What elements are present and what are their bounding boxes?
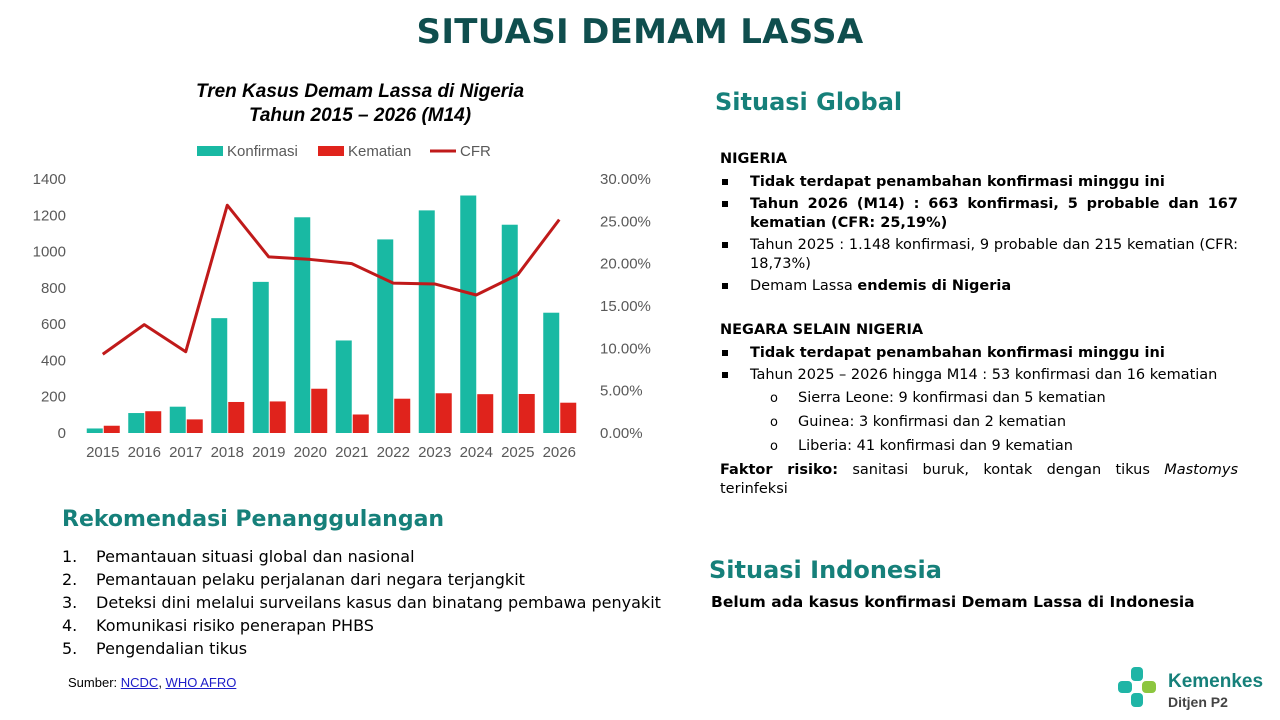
recommendations-heading: Rekomendasi Penanggulangan bbox=[62, 507, 445, 532]
indonesia-heading: Situasi Indonesia bbox=[709, 556, 942, 584]
x-tick-label: 2026 bbox=[542, 444, 576, 461]
x-tick-label: 2021 bbox=[335, 444, 369, 461]
list-item: Tahun 2025 : 1.148 konfirmasi, 9 probable dan 215 kematian (CFR: 18,73%) bbox=[720, 236, 1238, 274]
list-item bbox=[62, 591, 661, 614]
x-tick-label: 2018 bbox=[210, 444, 244, 461]
list-item bbox=[62, 614, 661, 637]
bar-konfirmasi bbox=[377, 239, 393, 433]
bar-kematian bbox=[477, 394, 493, 433]
bar-konfirmasi bbox=[170, 407, 186, 433]
list-item-text: Demam Lassa bbox=[750, 278, 858, 294]
global-heading: Situasi Global bbox=[715, 88, 903, 116]
list-item-number: 5. bbox=[62, 639, 78, 658]
y-left-tick-label: 0 bbox=[57, 425, 66, 442]
who-afro-link[interactable]: WHO AFRO bbox=[165, 675, 237, 690]
y-right-tick-label: 5.00% bbox=[600, 382, 643, 400]
list-item-text: Pengendalian tikus bbox=[96, 639, 248, 658]
bar-kematian bbox=[145, 411, 161, 433]
legend-swatch-konfirmasi bbox=[197, 146, 223, 156]
list-item: Tidak terdapat penambahan konfirmasi minggu ini bbox=[720, 344, 1238, 363]
x-tick-label: 2017 bbox=[169, 444, 203, 461]
list-item: o Sierra Leone: 9 konfirmasi dan 5 kematian bbox=[720, 389, 1238, 408]
indonesia-status: Belum ada kasus konfirmasi Demam Lassa di Indonesia bbox=[711, 593, 1195, 611]
y-right-tick-label: 30.00% bbox=[600, 171, 651, 188]
chart-title-line-1: Tren Kasus Demam Lassa di Nigeria bbox=[195, 81, 525, 102]
list-item-text: Pemantauan pelaku perjalanan dari negara terjangkit bbox=[96, 570, 525, 589]
bar-kematian bbox=[228, 402, 244, 433]
bar-konfirmasi bbox=[294, 217, 310, 433]
y-left-tick-label: 600 bbox=[40, 316, 66, 334]
bar-kematian bbox=[519, 394, 535, 433]
list-item: Tidak terdapat penambahan konfirmasi minggu ini bbox=[720, 173, 1238, 192]
y-right-tick-label: 15.00% bbox=[600, 298, 651, 315]
list-item: Tahun 2025 – 2026 hingga M14 : 53 konfirmasi dan 16 kematian bbox=[720, 366, 1238, 385]
x-tick-label: 2022 bbox=[376, 444, 410, 461]
x-tick-label: 2025 bbox=[501, 444, 535, 461]
country-breakdown-list bbox=[720, 389, 1238, 456]
list-item bbox=[62, 568, 661, 591]
bar-konfirmasi bbox=[128, 413, 144, 433]
list-item-text: Pemantauan situasi global dan nasional bbox=[96, 547, 415, 566]
y-left-tick-label: 1000 bbox=[32, 243, 66, 261]
list-item: o Guinea: 3 konfirmasi dan 2 kematian bbox=[720, 413, 1238, 432]
source-note bbox=[68, 675, 236, 690]
risk-factors-label: Faktor risiko: bbox=[720, 462, 839, 478]
list-item-number: 1. bbox=[62, 547, 78, 566]
bar-konfirmasi bbox=[87, 428, 103, 433]
chart-title bbox=[150, 80, 570, 128]
ncdc-link[interactable]: NCDC bbox=[120, 675, 159, 690]
bar-kematian bbox=[394, 399, 410, 433]
y-left-tick-label: 200 bbox=[40, 388, 66, 406]
x-tick-label: 2015 bbox=[86, 444, 120, 461]
y-left-tick-label: 400 bbox=[40, 352, 66, 370]
kemenkes-logo-icon bbox=[1116, 665, 1162, 711]
bar-kematian bbox=[187, 419, 203, 433]
y-left-tick-label: 800 bbox=[40, 279, 66, 297]
x-tick-label: 2016 bbox=[127, 444, 161, 461]
bar-konfirmasi bbox=[502, 225, 518, 433]
y-right-tick-label: 20.00% bbox=[600, 255, 651, 273]
list-item: o Liberia: 41 konfirmasi dan 9 kematian bbox=[720, 437, 1238, 456]
global-situation bbox=[720, 150, 1238, 499]
legend-label-cfr: CFR bbox=[460, 143, 491, 160]
line-cfr bbox=[103, 205, 560, 354]
bar-kematian bbox=[560, 403, 576, 433]
list-item-text: Deteksi dini melalui surveilans kasus dan binatang pembawa penyakit bbox=[96, 593, 661, 612]
bar-konfirmasi bbox=[543, 313, 559, 433]
list-item-number: 4. bbox=[62, 616, 78, 635]
bar-kematian bbox=[436, 393, 452, 433]
nigeria-heading: NIGERIA bbox=[720, 151, 788, 167]
logo-name: Kemenkes bbox=[1168, 671, 1264, 692]
other-countries-list bbox=[720, 344, 1238, 385]
list-item-text: Komunikasi risiko penerapan PHBS bbox=[96, 616, 374, 635]
source-separator: , bbox=[158, 675, 166, 690]
recommendations-list bbox=[62, 545, 661, 660]
list-item bbox=[720, 277, 1238, 296]
kemenkes-logo bbox=[1116, 665, 1276, 715]
risk-factors-text: sanitasi buruk, kontak dengan tikus bbox=[838, 462, 1165, 478]
bar-konfirmasi bbox=[460, 196, 476, 433]
y-right-tick-label: 10.00% bbox=[600, 340, 651, 358]
legend-label-konfirmasi: Konfirmasi bbox=[227, 143, 298, 160]
bar-kematian bbox=[353, 414, 369, 433]
bar-konfirmasi bbox=[419, 210, 435, 433]
y-left-tick-label: 1400 bbox=[32, 171, 66, 188]
risk-factors-tail: terinfeksi bbox=[720, 481, 788, 497]
source-label: Sumber: bbox=[68, 675, 121, 690]
logo-subtitle: Ditjen P2 bbox=[1168, 694, 1228, 710]
list-item-bold: endemis di Nigeria bbox=[857, 278, 1012, 294]
other-countries-heading: NEGARA SELAIN NIGERIA bbox=[720, 322, 924, 338]
list-item bbox=[62, 637, 661, 660]
risk-factors-italic: Mastomys bbox=[1164, 462, 1239, 478]
list-item: Tahun 2026 (M14) : 663 konfirmasi, 5 probable dan 167 kematian (CFR: 25,19%) bbox=[720, 195, 1238, 233]
chart-title-line-2: Tahun 2015 – 2026 (M14) bbox=[248, 105, 472, 126]
x-tick-label: 2019 bbox=[252, 444, 286, 461]
legend-swatch-kematian bbox=[318, 146, 344, 156]
nigeria-list bbox=[720, 173, 1238, 296]
list-item-number: 3. bbox=[62, 593, 78, 612]
bar-kematian bbox=[270, 401, 286, 433]
page-title: SITUASI DEMAM LASSA bbox=[416, 12, 864, 52]
y-right-tick-label: 0.00% bbox=[600, 425, 643, 442]
cases-chart bbox=[0, 135, 680, 470]
bar-konfirmasi bbox=[211, 318, 227, 433]
x-tick-label: 2020 bbox=[293, 444, 327, 461]
y-left-tick-label: 1200 bbox=[32, 207, 66, 225]
legend-label-kematian: Kematian bbox=[348, 143, 412, 160]
y-right-tick-label: 25.00% bbox=[600, 213, 651, 231]
risk-factors bbox=[720, 461, 1238, 499]
bar-konfirmasi bbox=[336, 340, 352, 433]
x-tick-label: 2024 bbox=[459, 444, 493, 461]
bar-kematian bbox=[311, 389, 327, 433]
bar-kematian bbox=[104, 426, 120, 433]
list-item bbox=[62, 545, 661, 568]
x-tick-label: 2023 bbox=[418, 444, 452, 461]
bar-konfirmasi bbox=[253, 282, 269, 433]
list-item-number: 2. bbox=[62, 570, 78, 589]
